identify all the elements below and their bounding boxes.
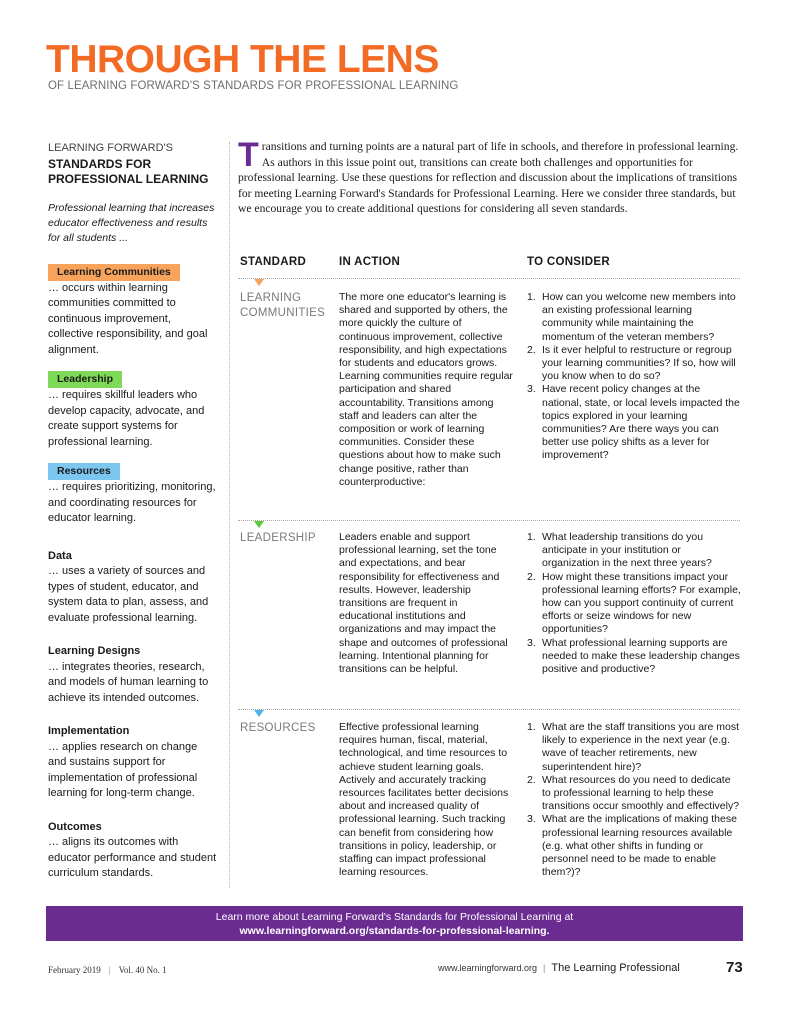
standard-description: … requires prioritizing, monitoring, and coordinating resources for educator learning. <box>48 481 216 524</box>
question-number: 2. <box>527 773 536 786</box>
standard-description: … requires skillful leaders who develop capacity, advocate, and create support systems for professional learning. <box>48 389 205 448</box>
banner-link[interactable]: www.learningforward.org/standards-for-professional-learning. <box>239 925 550 937</box>
question-number: 2. <box>527 570 536 583</box>
row-divider <box>238 520 740 521</box>
footer-publication: www.learningforward.org | The Learning Professional <box>438 962 680 974</box>
row-questions-leadership <box>527 531 741 676</box>
row-standard-resources: RESOURCES <box>240 722 316 734</box>
question-text: Have recent policy changes at the national, state, or local levels impacted the topics explored in your learning communities? Are there ways you can better use policy shifts as a lever for improvement? <box>542 383 740 462</box>
intro-paragraph <box>238 136 740 217</box>
standard-leadership <box>48 371 218 450</box>
question-item <box>527 637 741 677</box>
footer-date: February 2019 <box>48 965 101 975</box>
standard-name: Implementation <box>48 725 130 737</box>
header-in-action: IN ACTION <box>339 256 401 268</box>
standard-description: … occurs within learning communities committed to continuous improvement, collective responsibility, and goal alignment. <box>48 281 208 356</box>
standard-description: … integrates theories, research, and models of human learning to achieve its intended outcomes. <box>48 660 209 704</box>
page-subtitle: OF LEARNING FORWARD'S STANDARDS FOR PROFESSIONAL LEARNING <box>48 80 459 92</box>
question-item <box>527 383 741 462</box>
standard-label-line1: LEARNING <box>240 292 302 304</box>
question-item <box>527 774 741 814</box>
header-to-consider: TO CONSIDER <box>527 256 610 268</box>
sidebar-tagline: Professional learning that increases educator effectiveness and results for all students ... <box>48 201 215 244</box>
standard-badge: Resources <box>48 463 120 480</box>
drop-cap: T <box>238 136 259 174</box>
standard-learning-designs <box>48 644 218 706</box>
standard-data <box>48 549 218 627</box>
question-number: 2. <box>527 343 536 356</box>
page-title: THROUGH THE LENS <box>46 38 439 81</box>
row-standard-leadership: LEADERSHIP <box>240 532 316 544</box>
banner-text: Learn more about Learning Forward's Standards for Professional Learning at <box>215 911 574 923</box>
question-item <box>527 813 741 879</box>
question-number: 1. <box>527 531 536 543</box>
standard-label-line2: COMMUNITIES <box>240 307 326 319</box>
row-action-leadership: Leaders enable and support professional learning, set the tone and expectations, and bear responsibility for effectiveness and results. However, leadership transitions are frequent in educational institutions and organizations and may impact the shape and outcomes of professional learning. Intentional planning for transitions can be helpful. <box>339 531 508 676</box>
question-item <box>527 531 741 571</box>
header-standard: STANDARD <box>240 256 307 268</box>
question-text: What resources do you need to dedicate to professional learning to help these transitions occur smoothly and effectively? <box>542 773 740 813</box>
standard-resources <box>48 463 218 527</box>
page-number: 73 <box>726 959 743 976</box>
sidebar-heading-line2: PROFESSIONAL LEARNING <box>48 171 209 186</box>
question-item <box>527 291 741 344</box>
sidebar-kicker: LEARNING FORWARD'S <box>48 142 173 154</box>
row-marker-green <box>254 521 264 528</box>
footer-volume: Vol. 40 No. 1 <box>118 965 167 975</box>
question-text: What are the staff transitions you are most likely to experience in the next year (e.g. wave of teacher retirements, new superintendent hire)? <box>542 721 740 773</box>
intro-text: ransitions and turning points are a natural part of life in schools, and therefore in professional learning. As authors in this issue point out, transitions can create both challenges and opportunities for professional learning. Use these questions for reflection and discussion about the implications of transitions for meeting Learning Forward's Standards for Professional Learning. Here we consider three standards, but we encourage you to create additional questions for considering all seven standards. <box>238 140 739 215</box>
standard-implementation <box>48 724 218 802</box>
footer-website[interactable]: www.learningforward.org <box>438 963 538 973</box>
standard-learning-communities <box>48 264 218 359</box>
sidebar-heading-line1: STANDARDS FOR <box>48 156 152 171</box>
row-divider <box>238 709 740 710</box>
standards-banner <box>46 906 743 941</box>
standard-description: … applies research on change and sustains support for implementation of professional learning for long-term change. <box>48 740 198 799</box>
question-number: 1. <box>527 721 536 733</box>
row-divider <box>238 278 740 279</box>
row-questions-learning-communities <box>527 291 741 463</box>
standard-badge: Learning Communities <box>48 264 180 281</box>
question-item <box>527 344 741 384</box>
standard-description: … uses a variety of sources and types of student, educator, and system data to plan, assess, and evaluate professional learning. <box>48 565 209 624</box>
row-marker-blue <box>254 710 264 717</box>
question-item <box>527 721 741 774</box>
question-text: What leadership transitions do you anticipate in your institution or organization in the next three years? <box>542 531 712 570</box>
question-text: How might these transitions impact your professional learning efforts? For example, how can you support continuity of current efforts or seize windows for new opportunities? <box>542 570 741 636</box>
question-number: 3. <box>527 383 536 396</box>
row-standard-learning-communities <box>240 291 325 321</box>
question-number: 3. <box>527 636 536 649</box>
question-number: 3. <box>527 813 536 826</box>
standard-description: … aligns its outcomes with educator performance and student curriculum standards. <box>48 836 217 879</box>
question-number: 1. <box>527 291 536 303</box>
standard-name: Outcomes <box>48 820 102 833</box>
question-text: How can you welcome new members into an existing professional learning community while maintaining the momentum of the veteran members? <box>542 291 736 343</box>
footer-publication-name: The Learning Professional <box>551 962 680 974</box>
column-divider <box>229 142 230 888</box>
question-item <box>527 571 741 637</box>
question-text: What are the implications of making these professional learning resources available (e.g. what other shifts in funding or personnel need to be made to enable them?)? <box>542 813 737 879</box>
question-text: What professional learning supports are needed to make these leadership changes positive and productive? <box>542 636 740 676</box>
standard-name: Data <box>48 549 72 562</box>
standard-badge: Leadership <box>48 371 122 388</box>
standard-outcomes <box>48 820 218 882</box>
row-action-resources: Effective professional learning requires human, fiscal, material, technological, and time resources to achieve student learning goals. Actively and accurately tracking resources facilitates better decisions about and increased quality of professional learning. Such tracking can benefit from considering how transitions in policy, leadership, or staffing can impact professional learning resources. <box>339 721 509 879</box>
standards-sidebar <box>48 141 218 882</box>
footer-issue-info: February 2019 | Vol. 40 No. 1 <box>48 965 167 975</box>
row-marker-orange <box>254 279 264 286</box>
row-action-learning-communities: The more one educator's learning is shared and supported by others, the more quickly the culture of continuous improvement, collective responsibility, and high expectations for students and educators grows. Learning communities require regular participation and shared accountability. Transitions among staff and leaders can alter the composition or work of learning communities. Consider these questions about how to make such change positive, rather than counterproductive: <box>339 291 513 488</box>
row-questions-resources <box>527 721 741 879</box>
question-text: Is it ever helpful to restructure or regroup your learning communities? If so, how will you know when to do so? <box>542 343 736 383</box>
standard-name: Learning Designs <box>48 645 141 657</box>
